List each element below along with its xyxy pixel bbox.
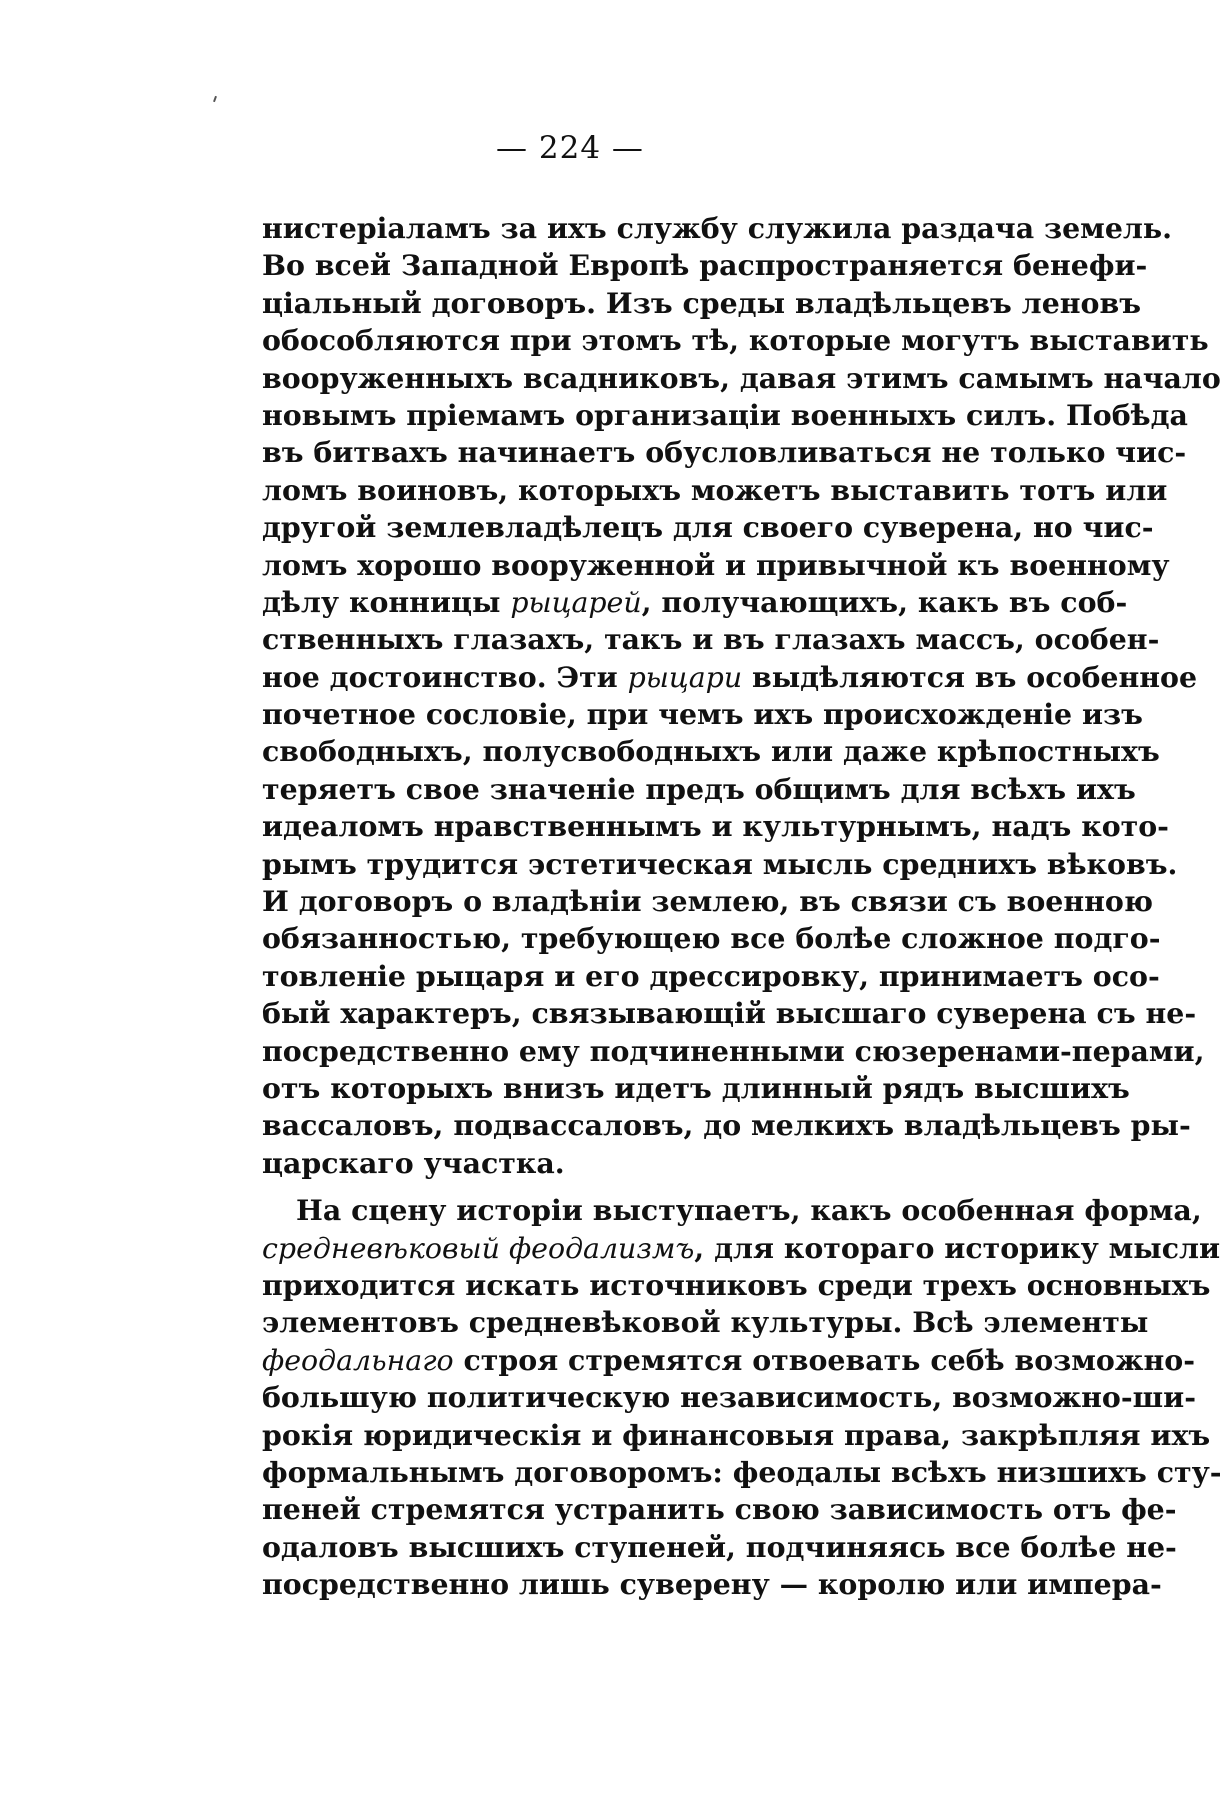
text-line: [262, 509, 1154, 546]
text-line: [262, 808, 1169, 845]
text-run: Во всей Западной Европѣ распространяется бенефи-: [262, 248, 1148, 283]
page-number: — 224 —: [496, 130, 644, 166]
text-run: приходится искать источниковъ среди трехъ основныхъ: [262, 1267, 1211, 1302]
body-text: [262, 210, 1222, 1603]
text-run: вассаловъ, подвассаловъ, до мелкихъ владѣльцевъ ры-: [262, 1108, 1191, 1143]
emphasis-text: рыцарей: [510, 585, 642, 619]
text-line: [262, 958, 1160, 995]
text-run: ціальный договоръ. Изъ среды владѣльцевъ леновъ: [262, 285, 1141, 320]
text-run: ственныхъ глазахъ, такъ и въ глазахъ массъ, особен-: [262, 622, 1160, 657]
text-line: [262, 1566, 1162, 1603]
text-run: въ битвахъ начинаетъ обусловливаться не только чис-: [262, 435, 1187, 470]
text-run: ломъ хорошо вооруженной и привычной къ военному: [262, 547, 1170, 582]
text-run: товленіе рыцаря и его дрессировку, принимаетъ осо-: [262, 958, 1160, 993]
text-run: новымъ пріемамъ организаціи военныхъ силъ. Побѣда: [262, 397, 1188, 432]
text-run: , для котораго историку мысли: [694, 1230, 1221, 1265]
text-line: [262, 883, 1153, 920]
text-line: [262, 771, 1136, 808]
text-run: царскаго участка.: [262, 1145, 565, 1180]
text-run: элементовъ средневѣковой культуры. Всѣ элементы: [262, 1305, 1149, 1340]
emphasis-text: феодальнаго: [262, 1343, 454, 1377]
text-line: [262, 1454, 1222, 1491]
paragraph-feudal-knights: [262, 210, 1221, 1182]
text-run: И договоръ о владѣніи землею, въ связи съ военною: [262, 884, 1153, 919]
text-line: [262, 584, 1128, 621]
emphasis-text: средневѣковый феодализмъ: [262, 1231, 695, 1265]
text-line: [262, 1107, 1191, 1144]
paragraph-medieval-feudalism: [262, 1192, 1222, 1603]
text-run: посредственно лишь суверену — королю или импера-: [262, 1567, 1162, 1602]
text-line: [262, 1379, 1196, 1416]
text-run: пеней стремятся устранить свою зависимость отъ фе-: [262, 1492, 1177, 1527]
text-run: свободныхъ, полусвободныхъ или даже крѣпостныхъ: [262, 734, 1160, 769]
text-run: обособляются при этомъ тѣ, которые могутъ выставить: [262, 323, 1209, 358]
text-line: [262, 1342, 1196, 1379]
text-run: дѣлу конницы: [262, 584, 511, 619]
text-run: посредственно ему подчиненными сюзеренами-перами,: [262, 1033, 1205, 1068]
text-line: [262, 1267, 1211, 1304]
text-run: почетное сословіе, при чемъ ихъ происхожденіе изъ: [262, 697, 1143, 732]
text-line: [262, 920, 1161, 957]
text-line: [262, 1529, 1177, 1566]
text-run: большую политическую независимость, возможно-ши-: [262, 1380, 1196, 1415]
text-run: , получающихъ, какъ въ соб-: [641, 584, 1128, 619]
text-line: [262, 1192, 1202, 1229]
text-line: [262, 247, 1148, 284]
text-line: [262, 1417, 1211, 1454]
text-run: рокія юридическія и финансовыя права, закрѣпляя ихъ: [262, 1417, 1211, 1452]
text-line: [262, 1145, 1068, 1182]
text-line: [262, 696, 1143, 733]
text-run: идеаломъ нравственнымъ и культурнымъ, надъ кото-: [262, 809, 1169, 844]
text-run: другой землевладѣлецъ для своего суверена, но чис-: [262, 510, 1154, 545]
text-run: формальнымъ договоромъ: феодалы всѣхъ низшихъ сту-: [262, 1454, 1222, 1489]
text-line: [262, 1304, 1149, 1341]
stray-ink-mark: [213, 96, 217, 102]
text-line: [262, 995, 1197, 1032]
text-line: [262, 621, 1160, 658]
text-run: ное достоинство. Эти: [262, 659, 628, 694]
text-run: ломъ воиновъ, которыхъ можетъ выставить тотъ или: [262, 472, 1168, 507]
text-run: бый характеръ, связывающій высшаго суверена съ не-: [262, 996, 1197, 1031]
text-run: строя стремятся отвоевать себѣ возможно-: [453, 1342, 1196, 1377]
text-line: [262, 1491, 1177, 1528]
text-run: рымъ трудится эстетическая мысль среднихъ вѣковъ.: [262, 846, 1178, 881]
text-line: [262, 210, 1173, 247]
text-line: [262, 659, 1198, 696]
text-run: вооруженныхъ всадниковъ, давая этимъ самымъ начало: [262, 360, 1221, 395]
text-run: На сцену исторіи выступаетъ, какъ особенная форма,: [296, 1193, 1202, 1228]
text-run: нистеріаламъ за ихъ службу служила раздача земель.: [262, 211, 1173, 245]
text-line: [262, 434, 1187, 471]
text-line: [262, 472, 1168, 509]
text-run: одаловъ высшихъ ступеней, подчиняясь все болѣе не-: [262, 1529, 1177, 1564]
text-run: отъ которыхъ внизъ идетъ длинный рядъ высшихъ: [262, 1070, 1130, 1105]
text-line: [262, 360, 1221, 397]
text-line: [262, 547, 1170, 584]
text-line: [262, 285, 1141, 322]
text-line: [262, 1230, 1221, 1267]
text-line: [262, 733, 1160, 770]
text-run: выдѣляются въ особенное: [742, 659, 1198, 694]
emphasis-text: рыцари: [627, 660, 743, 694]
text-run: теряетъ свое значеніе предъ общимъ для всѣхъ ихъ: [262, 771, 1136, 806]
text-line: [262, 846, 1178, 883]
text-line: [262, 1033, 1205, 1070]
text-line: [262, 322, 1209, 359]
text-line: [262, 397, 1188, 434]
text-run: обязанностью, требующею все болѣе сложное подго-: [262, 921, 1161, 956]
text-line: [262, 1070, 1130, 1107]
